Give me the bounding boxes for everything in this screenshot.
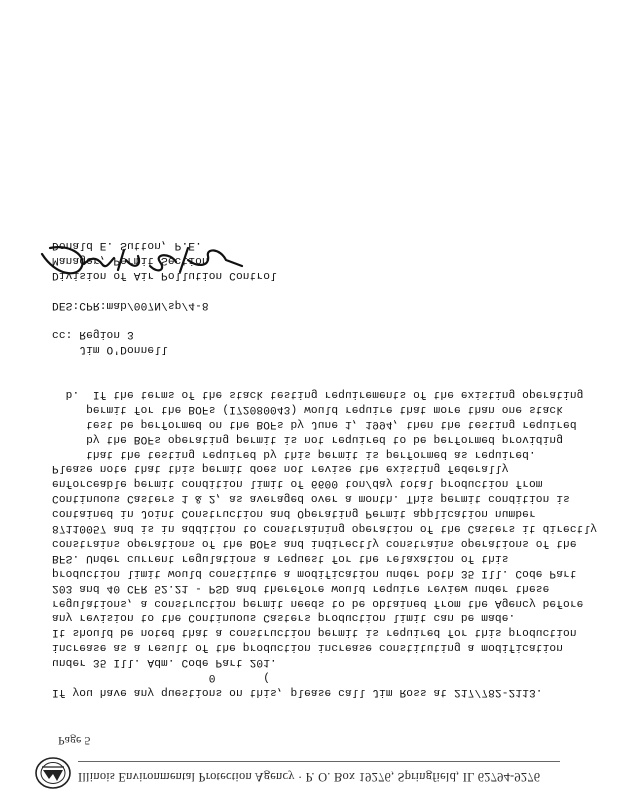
handwritten-signature xyxy=(38,238,250,284)
letter-line: 203 and 40 CFR 52.21 - PSD and therefore would require review under these xyxy=(52,581,550,594)
letter-line: Jim O'Donnell xyxy=(52,343,168,356)
letter-line: enforceable permit condition limit of 6600 ton/day total production from xyxy=(52,477,543,490)
letter-line: If you have any questions on this, please call Jim Ross at 217/782-2113. xyxy=(52,686,543,698)
letter-line: Please note that this permit does not revise the existing federally xyxy=(52,462,509,475)
letter-line: by the BOFs operating permit is not required to be performed providing xyxy=(52,432,564,445)
letter-line: permit for the BOFs (I72080043) would require that more than one stack xyxy=(52,402,564,415)
letter-line: test be performed on the BOFs by June 1, 1994, then the testing required xyxy=(52,417,577,430)
letter-line: 0 ( xyxy=(52,671,271,684)
letter-line: Division of Air Pollution Control xyxy=(52,268,277,281)
letter-line: Donald E. Sutton, P.E. xyxy=(52,239,202,251)
letter-line: increase as a result of the production increase constituting a modification xyxy=(52,641,564,654)
letter-line: that the testing required by this permit is performed as required. xyxy=(52,447,536,460)
letter-line: Continuous Casters 1 & 2, as averaged over a month. This permit condition is xyxy=(52,492,570,505)
letter-line: It should be noted that a construction permit is required for this production xyxy=(52,626,577,639)
letter-line: 87110057 and is in addition to constraining operation of the Casters it directly xyxy=(52,522,598,535)
letter-line: DES:CPR:mab/007N/sp/4-8 xyxy=(52,298,209,311)
letter-line: any revision to the Continuous Casters production limit can be made. xyxy=(52,611,516,624)
letter-line: BFS. Under current regulations a request for the relaxation of this xyxy=(52,551,509,564)
letter-line: b. If the terms of the stack testing requirements of the existing operating xyxy=(52,388,584,400)
letter-line: Manager, Permit Section xyxy=(52,253,209,266)
agency-seal-icon xyxy=(34,756,72,790)
letter-line: cc: Region 3 xyxy=(52,328,134,341)
header-divider xyxy=(78,761,560,762)
letter-line: under 35 Ill. Adm. Code Part 201. xyxy=(52,656,277,669)
page-number: Page 5 xyxy=(58,734,91,748)
letter-line: regulations, a construction permit needs to be obtained from the Agency before xyxy=(52,596,584,609)
letter-line: production limit would constitute a modification under both 35 Ill. Code Part xyxy=(52,566,577,579)
agency-header: Illinois Environmental Protection Agency · P. O. Box 19276, Springfield, IL 62794-9276 xyxy=(78,770,541,784)
letter-line: constrains operations of the BOFs and indirectly constrains operations of the xyxy=(52,537,577,549)
letter-line: contained in Joint Construction and Operating Permit application number xyxy=(52,507,536,520)
